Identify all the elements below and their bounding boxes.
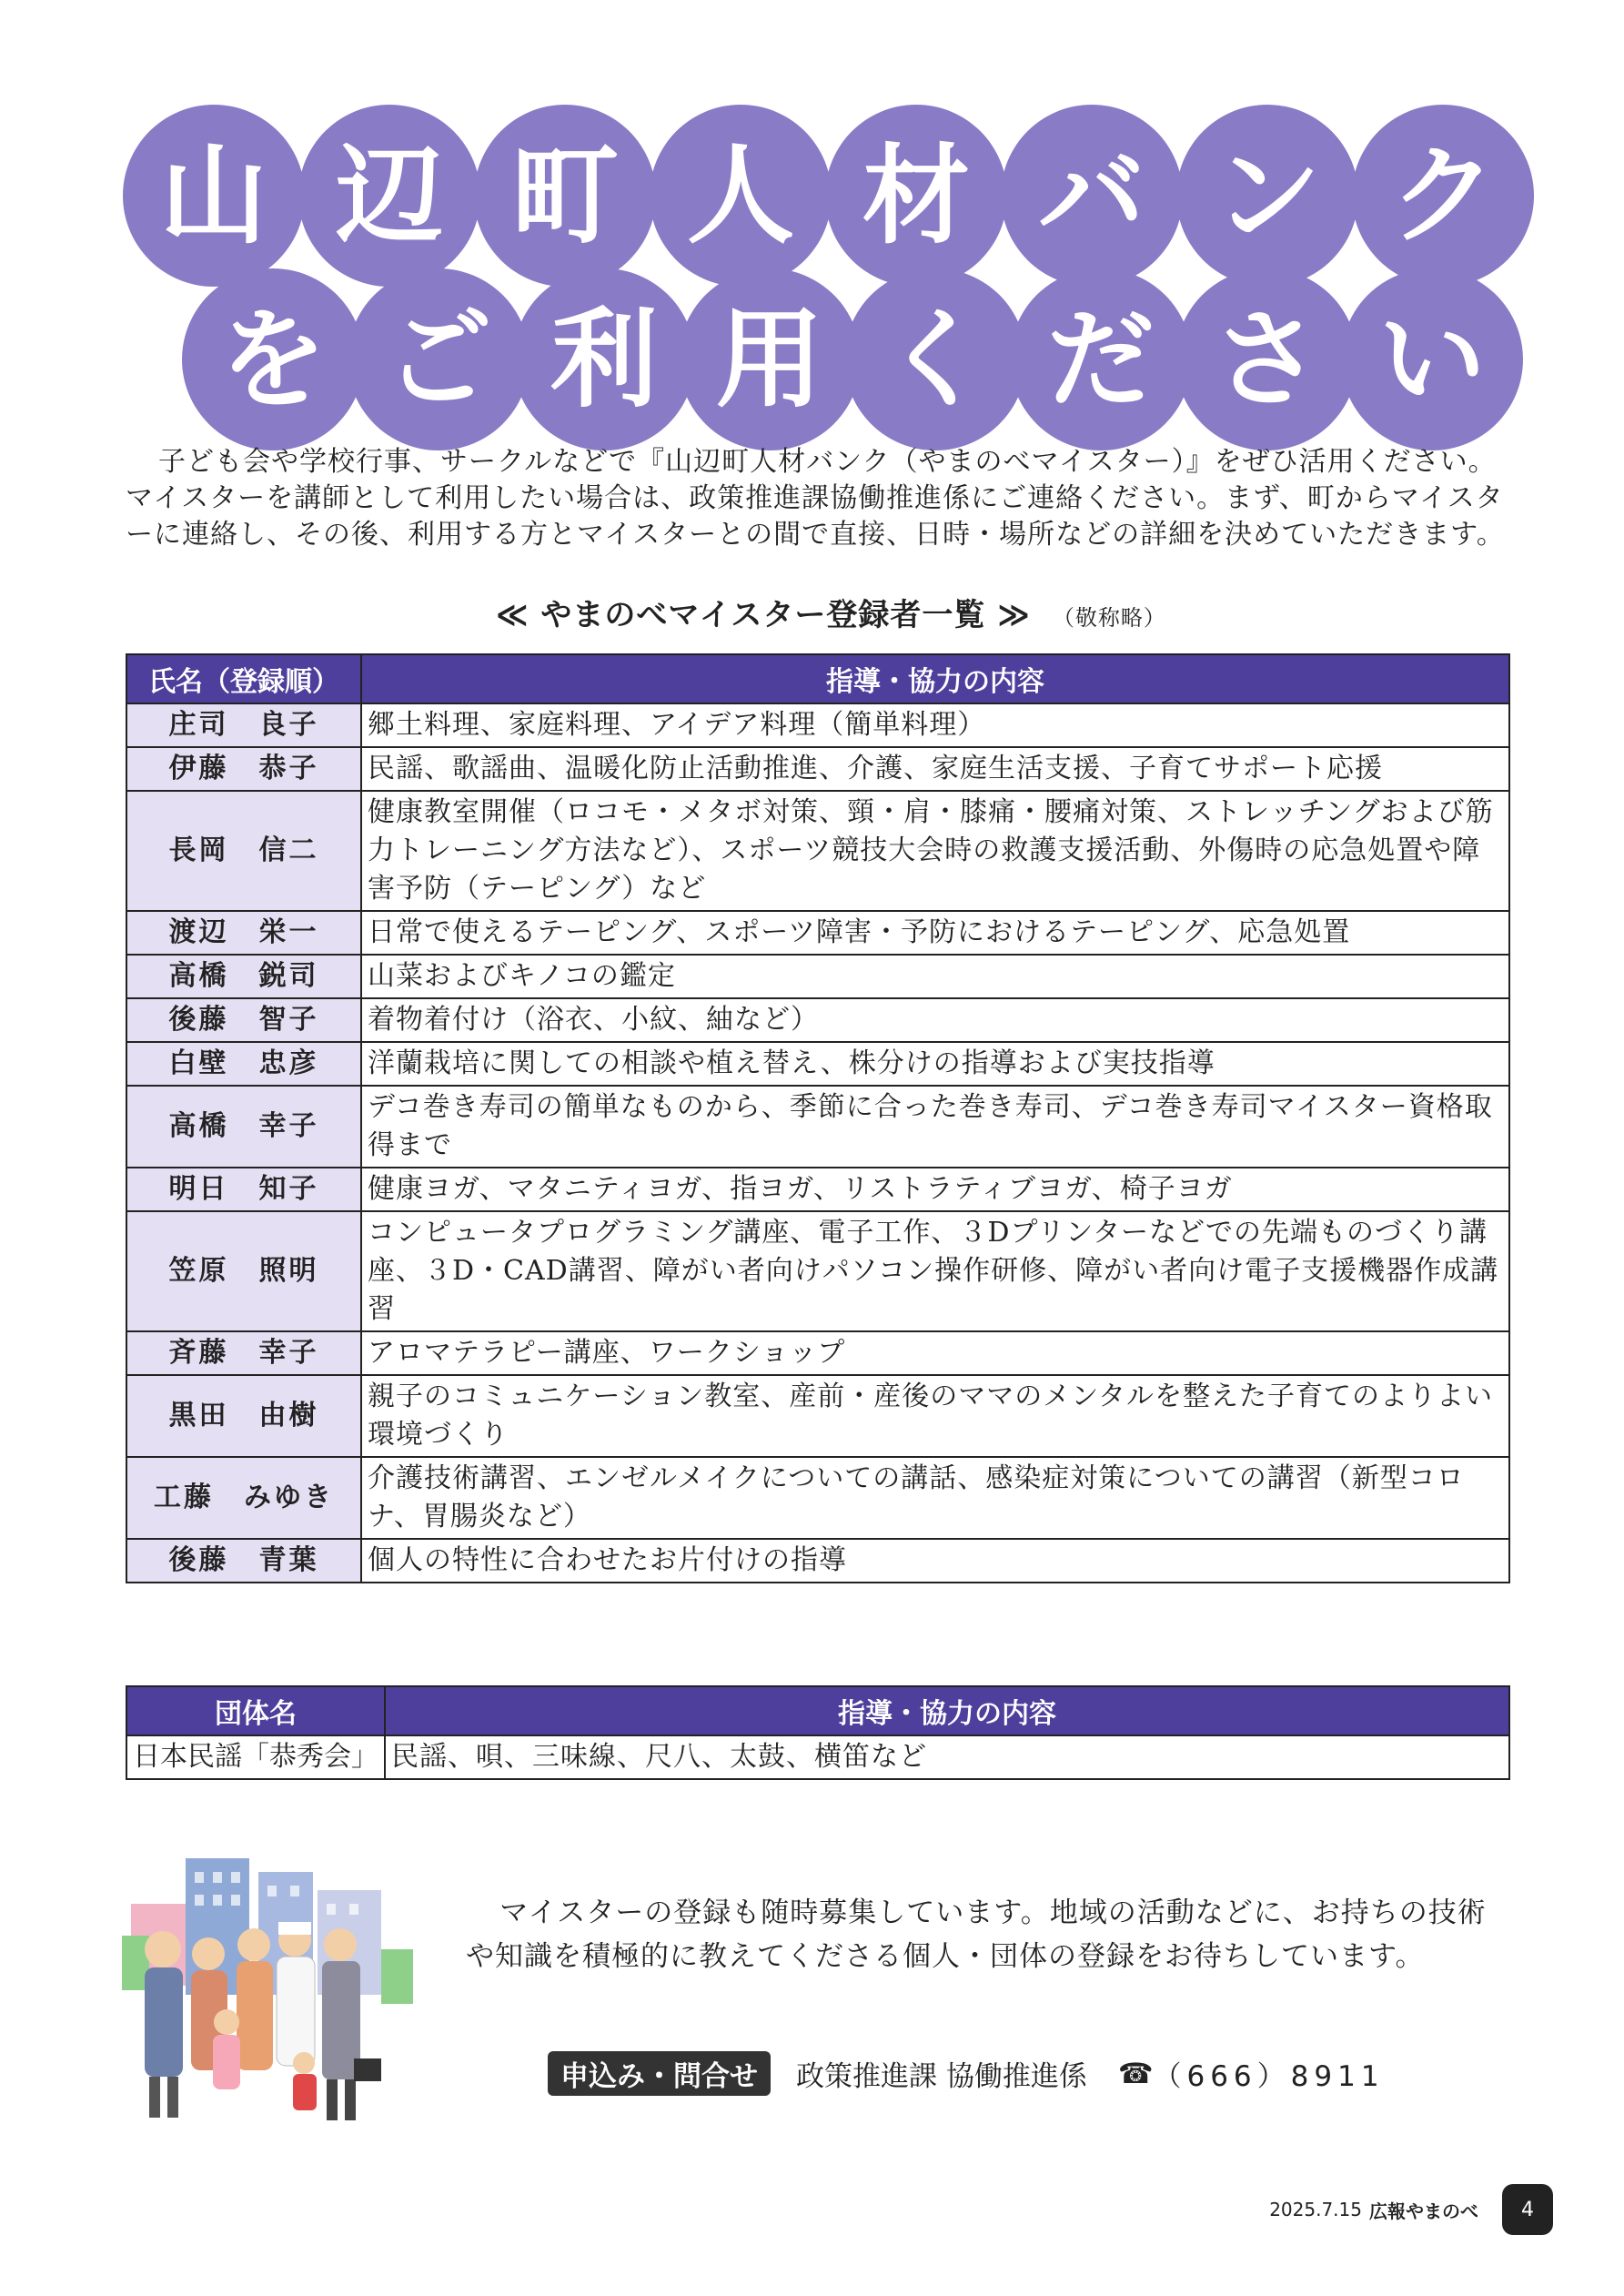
table-row [126,791,1509,911]
list-title-text: ≪ やまのべマイスター登録者一覧 ≫ [496,597,1031,633]
name-cell: 明日 知子 [126,1168,361,1211]
page-number: 4 [1502,2184,1553,2235]
page-footer [1269,2184,1553,2235]
name-cell: 工藤 みゆき [126,1457,361,1539]
table-row [126,1042,1509,1086]
name-cell: 高橋 鋭司 [126,955,361,998]
title-char: 辺 [298,105,480,287]
title-char: バ [1001,105,1183,287]
individuals-table [126,653,1510,1583]
name-cell: 後藤 智子 [126,998,361,1042]
name-cell: 斉藤 幸子 [126,1331,361,1375]
table-row [126,1168,1509,1211]
honorific-note: （敬称略） [1052,605,1166,631]
table-row [126,1211,1509,1331]
name-cell: 長岡 信二 [126,791,361,911]
table-row [126,747,1509,791]
title-char: く [844,268,1026,450]
name-cell: 庄司 良子 [126,703,361,747]
content-cell: 健康教室開催（ロコモ・メタボ対策、頸・肩・膝痛・腰痛対策、ストレッチングおよび筋力トレーニング方法など）、スポーツ競技大会時の救護支援活動、外傷時の応急処置や障害予防（テーピング）など [361,791,1509,911]
groups-table [126,1685,1510,1780]
title-char: 人 [650,105,832,287]
table-row [126,911,1509,955]
phone-icon: ☎ [1117,2057,1154,2090]
contact-badge: 申込み・問合せ [548,2051,771,2096]
content-cell: コンピュータプログラミング講座、電子工作、３Dプリンターなどでの先端ものづくり講座、３D・CAD講習、障がい者向けパソコン操作研修、障がい者向け電子支援機器作成講習 [361,1211,1509,1331]
title-char: ン [1176,105,1358,287]
list-title [496,590,1166,634]
content-cell: 民謡、歌謡曲、温暖化防止活動推進、介護、家庭生活支援、子育てサポート応援 [361,747,1509,791]
title-char: 町 [474,105,656,287]
header-content: 指導・協力の内容 [361,654,1509,703]
title-char: 山 [123,105,305,287]
name-cell: 日本民謡「恭秀会」 [126,1735,385,1779]
content-cell: 介護技術講習、エンゼルメイクについての講話、感染症対策についての講習（新型コロナ、胃腸炎など） [361,1457,1509,1539]
name-cell: 黒田 由樹 [126,1375,361,1457]
table-row [126,998,1509,1042]
title-line-2 [0,268,1624,450]
contact-phone: （666）8911 [1153,2060,1385,2093]
name-cell: 白壁 忠彦 [126,1042,361,1086]
name-cell: 後藤 青葉 [126,1539,361,1583]
table-row [126,1735,1509,1779]
table-row [126,1331,1509,1375]
intro-text [126,444,1508,553]
footer-magazine: 広報やまのべ [1369,2200,1478,2222]
people-illustration [122,1849,413,2131]
content-cell: 洋蘭栽培に関しての相談や植え替え、株分けの指導および実技指導 [361,1042,1509,1086]
content-cell: 山菜およびキノコの鑑定 [361,955,1509,998]
intro-paragraph: 子ども会や学校行事、サークルなどで『山辺町人材バンク（やまのべマイスター）』をぜひ活用ください。マイスターを講師として利用したい場合は、政策推進課協働推進係にご連絡ください。まず、町からマイスターに連絡し、その後、利用する方とマイスターとの間で直接、日時・場所などの詳細を決めていただきます。 [126,446,1505,551]
table-row [126,1457,1509,1539]
content-cell: 日常で使えるテーピング、スポーツ障害・予防におけるテーピング、応急処置 [361,911,1509,955]
table-row [126,955,1509,998]
footer-date: 2025.7.15 [1269,2199,1362,2220]
content-cell: アロマテラピー講座、ワークショップ [361,1331,1509,1375]
recruit-paragraph: マイスターの登録も随時募集しています。地域の活動などに、お持ちの技術や知識を積極的に教えてくださる個人・団体の登録をお待ちしています。 [466,1896,1487,1973]
title-char: 用 [679,268,861,450]
title-char: 利 [513,268,695,450]
title-char: 材 [825,105,1007,287]
title-char: さ [1175,268,1357,450]
table-header-row [126,654,1509,703]
content-cell: 親子のコミュニケーション教室、産前・産後のママのメンタルを整えた子育てのよりよい環境づくり [361,1375,1509,1457]
table-row [126,1375,1509,1457]
name-cell: 伊藤 恭子 [126,747,361,791]
content-cell: 着物着付け（浴衣、小紋、紬など） [361,998,1509,1042]
recruit-text [466,1891,1512,1978]
header-name: 氏名（登録順） [126,654,361,703]
title-char: い [1341,268,1523,450]
content-cell: 健康ヨガ、マタニティヨガ、指ヨガ、リストラティブヨガ、椅子ヨガ [361,1168,1509,1211]
name-cell: 笠原 照明 [126,1211,361,1331]
title-char: ク [1352,105,1534,287]
content-cell: 個人の特性に合わせたお片付けの指導 [361,1539,1509,1583]
table-row [126,1539,1509,1583]
title-char: を [182,268,364,450]
table-header-row [126,1686,1509,1735]
header-group-name: 団体名 [126,1686,385,1735]
name-cell: 高橋 幸子 [126,1086,361,1168]
name-cell: 渡辺 栄一 [126,911,361,955]
content-cell: デコ巻き寿司の簡単なものから、季節に合った巻き寿司、デコ巻き寿司マイスター資格取得まで [361,1086,1509,1168]
title-char: だ [1010,268,1192,450]
title-line-1 [0,105,1624,287]
header-content: 指導・協力の内容 [385,1686,1509,1735]
title-char: ご [348,268,530,450]
table-row [126,1086,1509,1168]
content-cell: 民謡、唄、三味線、尺八、太鼓、横笛など [385,1735,1509,1779]
contact-department: 政策推進課 協働推進係 [796,2060,1087,2093]
table-row [126,703,1509,747]
content-cell: 郷土料理、家庭料理、アイデア料理（簡単料理） [361,703,1509,747]
contact-info [548,2051,1385,2096]
